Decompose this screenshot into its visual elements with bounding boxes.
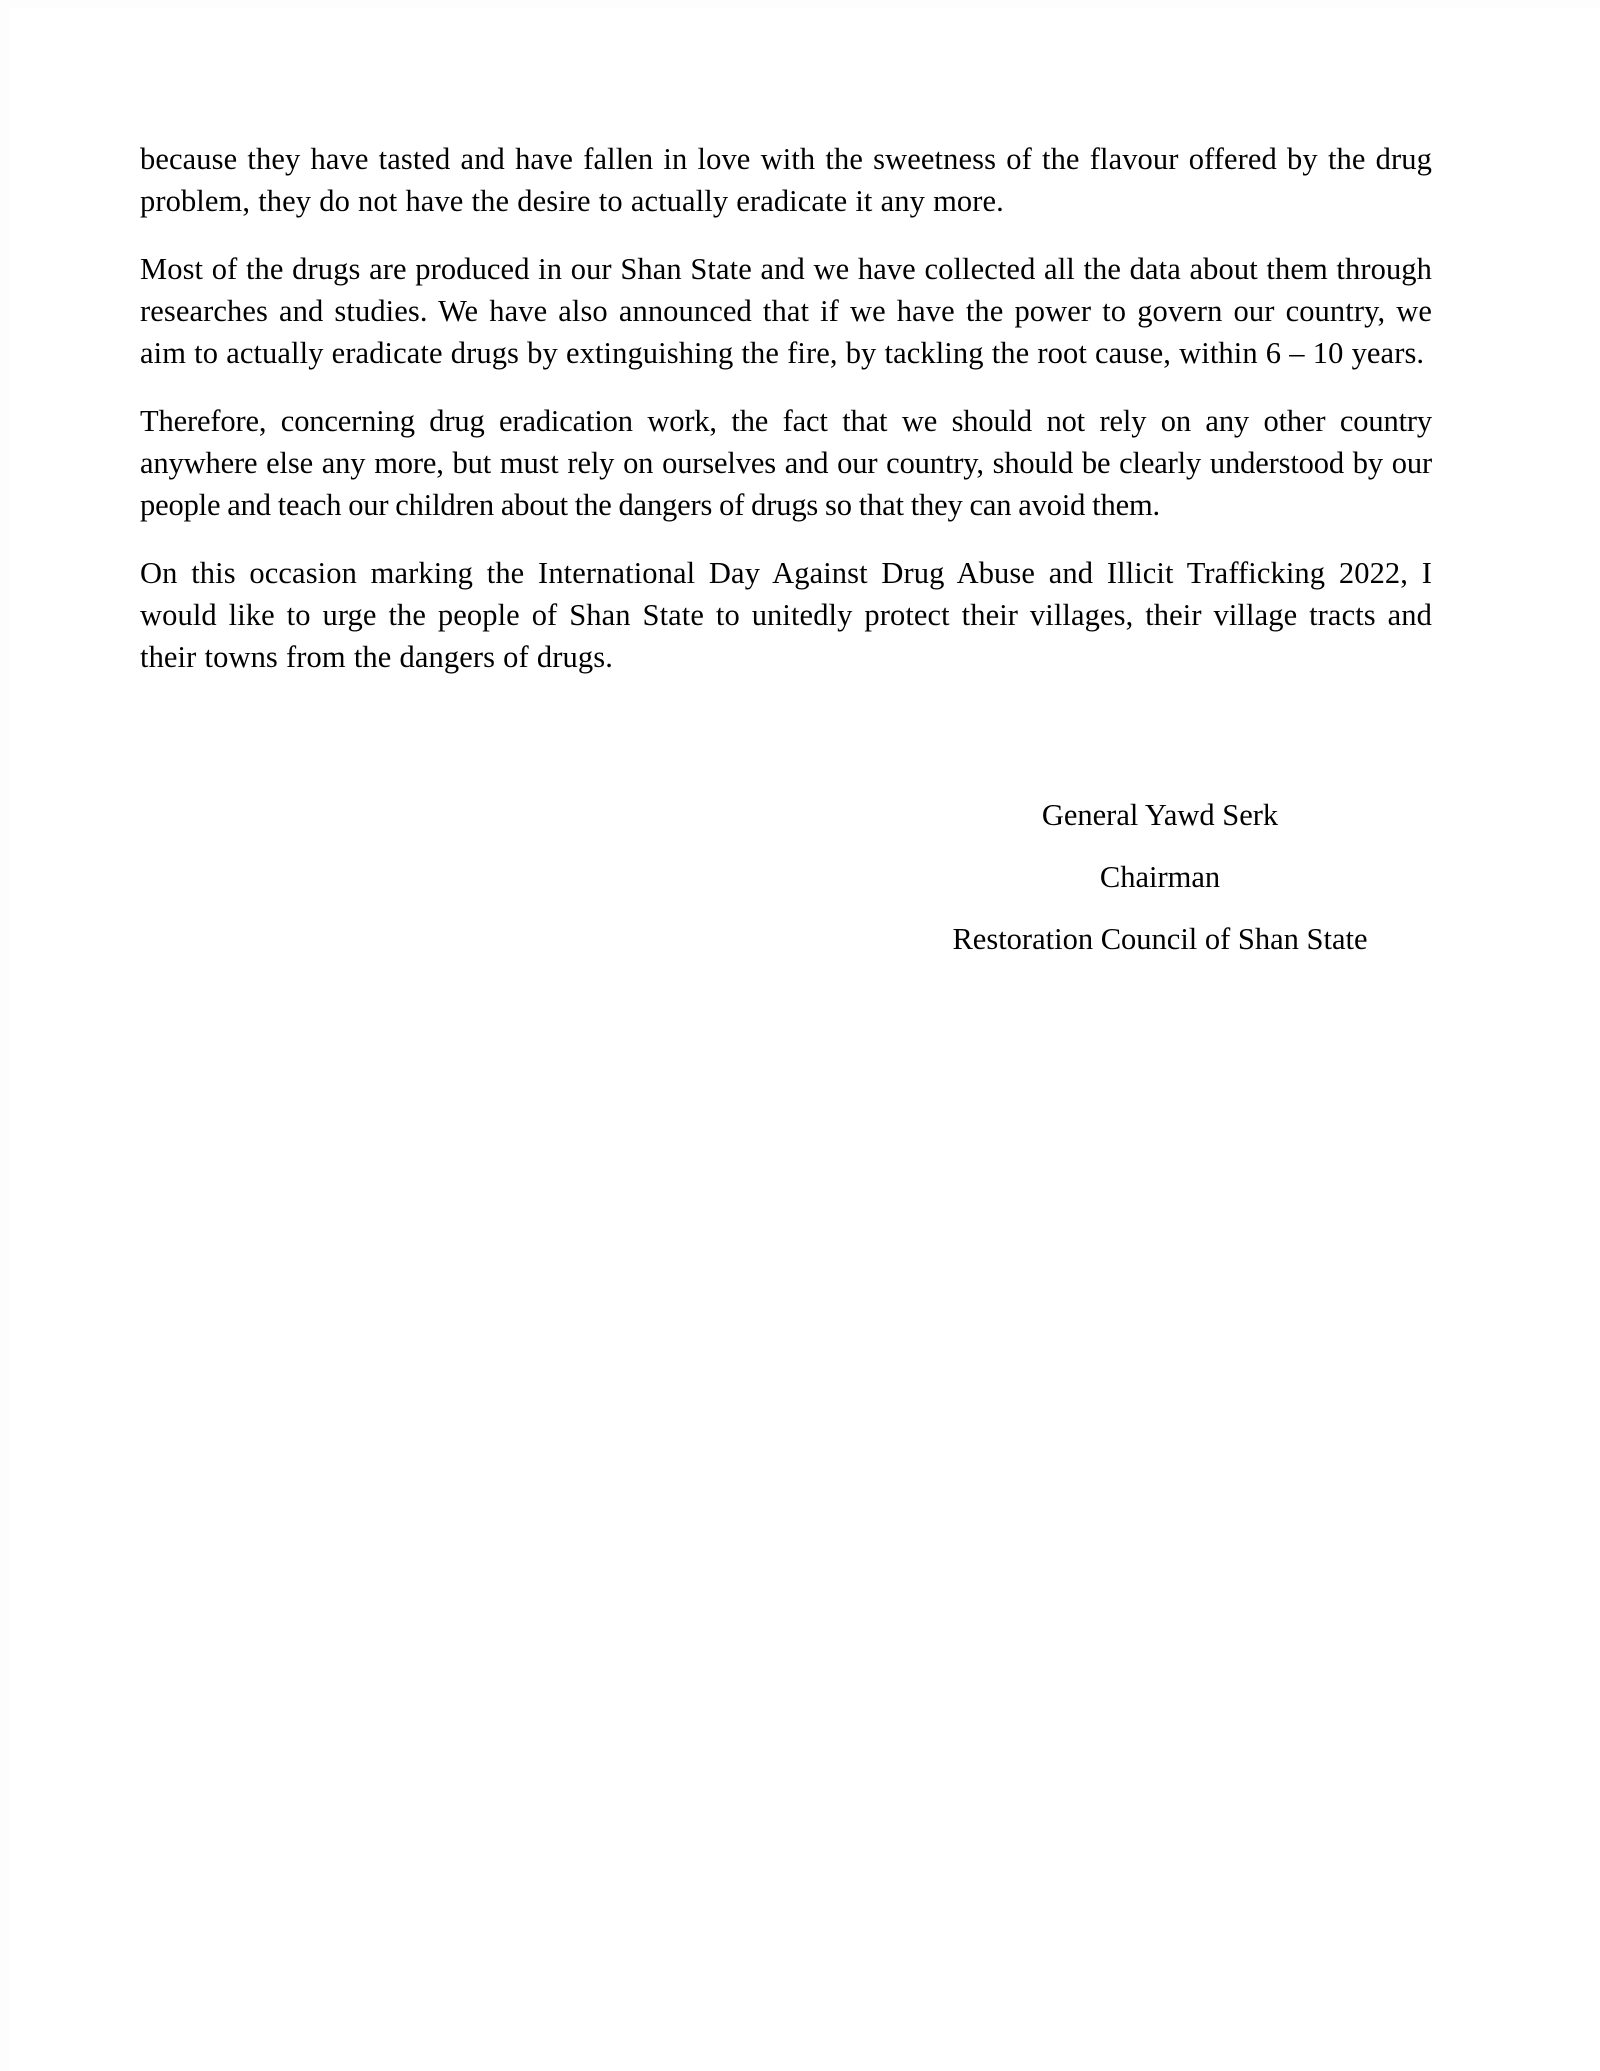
- signatory-title: Chairman: [1099, 860, 1221, 894]
- body-paragraph-3: Therefore, concerning drug eradication work, the fact that we should not rely on any other country anywhere else any more, but must rely on ourselves and our country, should be clearly understood by our people and teach our children about the dangers of drugs so that they can avoid them.: [140, 404, 1432, 522]
- body-paragraph-4: On this occasion marking the International Day Against Drug Abuse and Illicit Trafficking 2022, I would like to urge the people of Shan State to unitedly protect their villages, their village tracts and their towns from the dangers of drugs.: [140, 556, 1432, 674]
- signatory-name: General Yawd Serk: [1041, 798, 1279, 832]
- body-paragraph-1: because they have tasted and have fallen in love with the sweetness of the flavour offered by the drug problem, they do not have the desire to actually eradicate it any more.: [140, 142, 1432, 218]
- scan-edge-top: [0, 0, 1600, 8]
- body-paragraph-2: Most of the drugs are produced in our Shan State and we have collected all the data about them through researches and studies. We have also announced that if we have the power to govern our country, we aim to actually eradicate drugs by extinguishing the fire, by tackling the root cause, within 6 – 10 years.: [140, 252, 1432, 370]
- letter-body: [140, 138, 1432, 678]
- scan-edge-left: [0, 0, 10, 2071]
- signature-block: [880, 795, 1440, 959]
- signatory-organization: Restoration Council of Shan State: [952, 922, 1368, 956]
